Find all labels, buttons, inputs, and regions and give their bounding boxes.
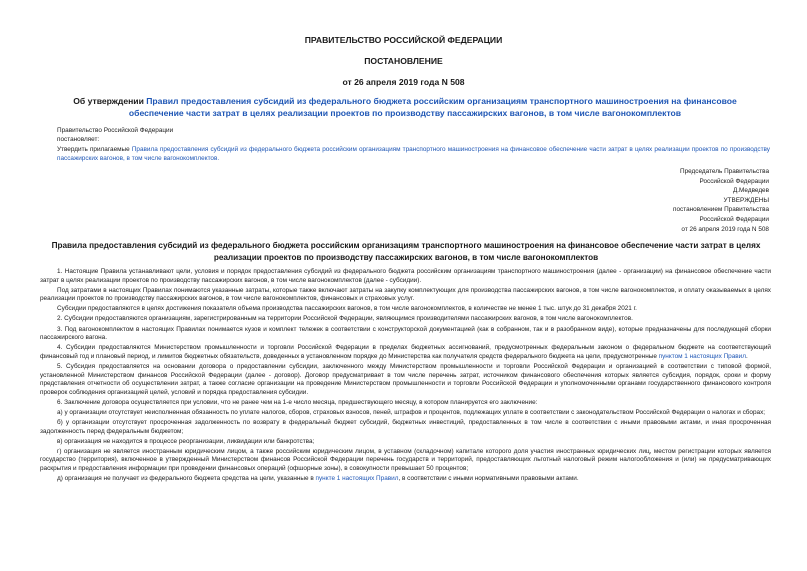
paragraph: в) организация не находится в процессе реорганизации, ликвидации или банкротства;	[57, 437, 315, 445]
signature-line: Российской Федерации	[699, 177, 769, 185]
signature-line: Д.Медведев	[732, 187, 769, 195]
point-1-link[interactable]: пункте 1 настоящих Правил	[315, 475, 399, 483]
paragraph-text: .	[745, 352, 748, 360]
paragraph-text: , в соответствии с иными нормативными правовыми актами.	[398, 475, 579, 483]
approve-prefix: Утвердить прилагаемые	[57, 146, 132, 153]
document-title	[60, 96, 750, 119]
title-rules-link[interactable]: Правил предоставления субсидий из федерального бюджета российским организациям транспортного машиностроения на финансовое обеспечение части затрат в целях реализации проектов по производству пассажирских вагонов, в том числе вагонокомплектов	[128, 96, 737, 118]
approve-paragraph	[57, 146, 770, 163]
intro-government: Правительство Российской Федерации	[57, 127, 174, 134]
paragraph	[40, 475, 771, 484]
rules-body	[40, 268, 771, 485]
paragraph: Субсидии предоставляются в целях достижения показателя объема производства пассажирских вагонов, в том числе вагонокомплектов, в количестве не менее 1 тыс. штук до 31 декабря 2021 г.	[57, 305, 637, 313]
paragraph: а) у организации отсутствует неисполненная обязанность по уплате налогов, сборов, страховых взносов, пеней, штрафов и процентов, подлежащих уплате в соответствии с законодательством Российской Федерации о налогах и сборах;	[57, 408, 766, 416]
approved-line: УТВЕРЖДЕНЫ	[723, 196, 769, 204]
paragraph: г) организация не является иностранным юридическим лицом, а также российским юридическим лицом, в уставном (складочном) капитале которого доля участия иностранных юридических лиц, местом регистрации которых является государство (территория), включенное в утвержденный Министерством финансов Российской Федерации перечень государств и территорий, предоставляющих льготный налоговый режим налогообложения и (или) не предусматривающих раскрытия и предоставления информации при проведении финансовых операций (офшорные зоны), в совокупности превышает 50 процентов;	[40, 447, 771, 473]
paragraph: 1. Настоящие Правила устанавливают цели, условия и порядок предоставления субсидий из федерального бюджета российским организациям транспортного машиностроения (далее - организации) на финансовое обеспечение части затрат в целях реализации проектов по производству пассажирских вагонов, в том числе вагонокомплектов (далее - субсидии).	[40, 268, 771, 284]
paragraph-text: д) организация не получает из федерального бюджета средства на цели, указанные в	[57, 475, 316, 483]
approved-line: от 26 апреля 2019 года N 508	[681, 225, 769, 233]
paragraph-text: 4. Субсидии предоставляются Министерством промышленности и торговли Российской Федерации в пределах бюджетных ассигнований, предусмотренных федеральным законом о федеральном бюджете на соответствующий финансовый год и плановый период, и лимитов бюджетных обязательств, доведенных в установленном порядке до Министерства как получателя средств федерального бюджета на цели, предусмотренные	[40, 344, 771, 360]
approved-line: Российской Федерации	[699, 215, 769, 223]
signature-line: Председатель Правительства	[680, 168, 769, 175]
approve-rules-link[interactable]: Правила предоставления субсидий из федерального бюджета российским организациям транспортного машиностроения на финансовое обеспечение части затрат в целях реализации проектов по производству пассажирских вагонов, в том числе вагонокомплектов.	[57, 146, 770, 162]
point-1-link[interactable]: пунктом 1 настоящих Правил	[658, 352, 746, 360]
decree-date: от 26 апреля 2019 года N 508	[342, 77, 465, 87]
decree-heading: ПОСТАНОВЛЕНИЕ	[364, 56, 443, 66]
rules-heading: Правила предоставления субсидий из федерального бюджета российским организациям транспортного машиностроения на финансовое обеспечение части затрат в целях реализации проектов по производству пассажирских вагонов, в том числе вагонокомплектов	[51, 241, 761, 262]
paragraph: 6. Заключение договора осуществляется при условии, что не ранее чем на 1-е число месяца, предшествующего месяцу, в котором планируется его заключение:	[57, 398, 538, 406]
government-heading: ПРАВИТЕЛЬСТВО РОССИЙСКОЙ ФЕДЕРАЦИИ	[304, 35, 503, 45]
approved-line: постановлением Правительства	[673, 206, 769, 214]
paragraph: 2. Субсидии предоставляются организациям, зарегистрированным на территории Российской Федерации, являющимся производителями пассажирских вагонов, в том числе вагонокомплектов.	[57, 315, 633, 323]
title-prefix: Об утверждении	[73, 96, 147, 106]
intro-resolves: постановляет:	[57, 136, 100, 143]
paragraph	[40, 344, 771, 361]
paragraph: 3. Под вагонокомплектом в настоящих Правилах понимается кузов и комплект тележек в соответствии с конструкторской документацией (как в собранном, так и в разобранном виде), которые предназначены для последующей сборки пассажирского вагона.	[40, 325, 771, 342]
signature-block	[673, 167, 769, 234]
paragraph: 5. Субсидия предоставляется на основании договора о предоставлении субсидии, заключенного между Министерством промышленности и торговли Российской Федерации и организацией в соответствии с типовой формой, установленной Министерством финансов Российской Федерации (далее - договор). Договор предусматривает в том числе перечень затрат, источником финансового обеспечения которых является субсидия, порядок, сроки и форму представления отчетности об осуществлении затрат, а также согласие организации на проведение Министерством промышленности и торговли Российской Федерации и уполномоченными органами государственного финансового контроля проверок соблюдения организацией целей, условий и порядка предоставления субсидии.	[40, 362, 771, 396]
paragraph: Под затратами в настоящих Правилах понимаются указанные затраты, которые также включают затраты на закупку комплектующих для производства пассажирских вагонов, в том числе вагонокомплектов, и оплату оказываемых в целях реализации проектов по производству пассажирских вагонов, в том числе вагонокомплектов, финансовых и страховых услуг.	[40, 286, 771, 303]
paragraph: б) у организации отсутствует просроченная задолженность по возврату в федеральный бюджет субсидий, бюджетных инвестиций, предоставленных в том числе в соответствии с иными правовыми актами, и иная просроченная задолженность перед федеральным бюджетом;	[40, 419, 771, 435]
